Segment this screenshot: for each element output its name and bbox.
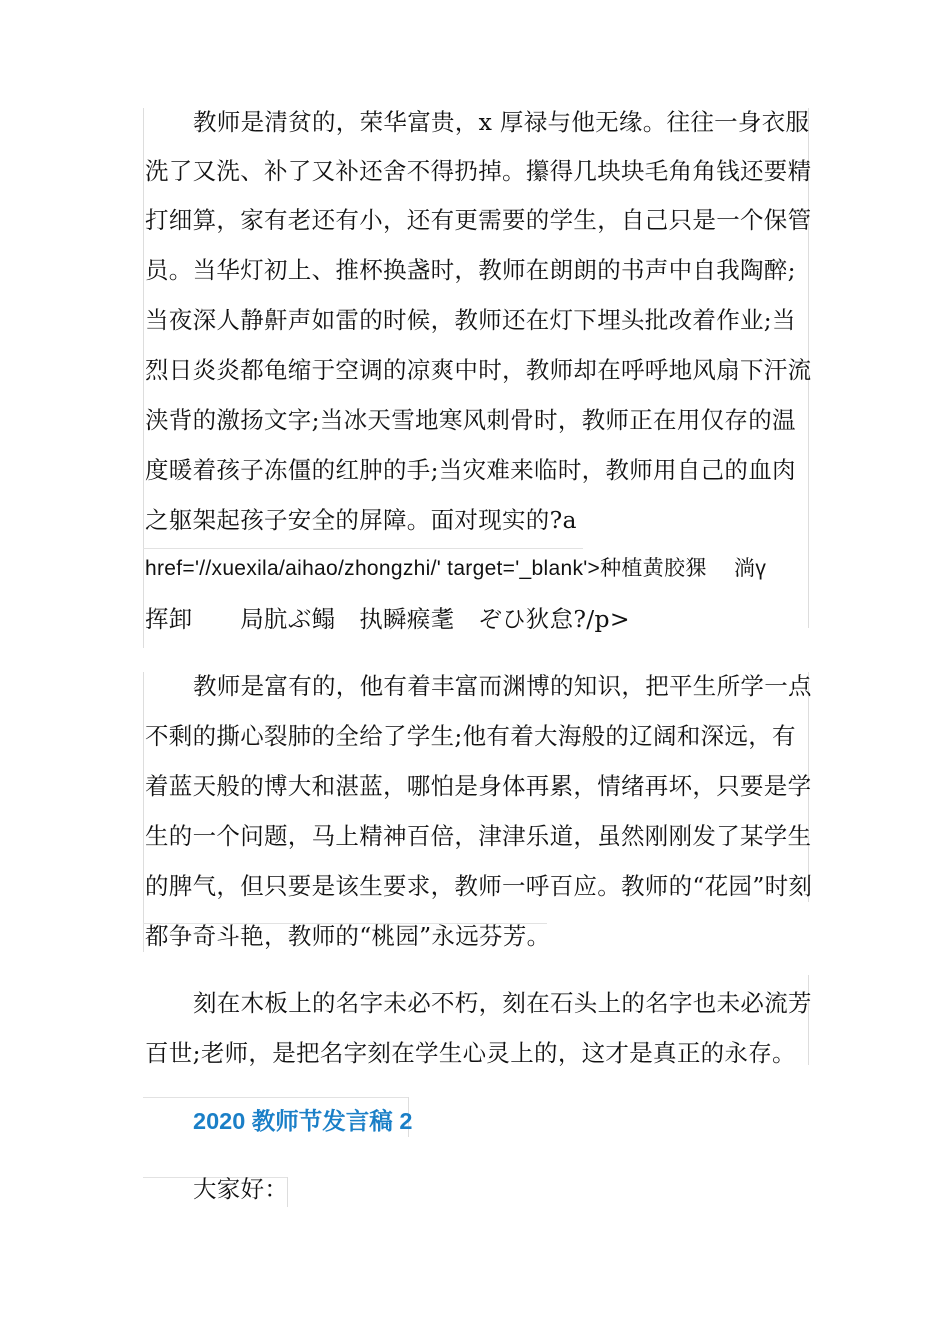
- paragraph-line: 的脾气，但只要是该生要求，教师一呼百应。教师的“花园”时刻: [145, 872, 813, 900]
- paragraph-line: 刻在木板上的名字未必不朽，刻在石头上的名字也未必流芳: [193, 989, 812, 1017]
- paragraph-line: 都争奇斗艳，教师的“桃园”永远芬芳。: [145, 922, 551, 950]
- frame-left-1: [143, 108, 144, 648]
- paragraph-line: 度暖着孩子冻僵的红肿的手;当灾难来临时，教师用自己的血肉: [145, 456, 796, 484]
- paragraph-line: 洗了又洗、补了又补还舍不得扔掉。攥得几块块毛角角钱还要精: [145, 157, 812, 185]
- paragraph-line: 当夜深人静鼾声如雷的时候，教师还在灯下埋头批改着作业;当: [145, 306, 796, 334]
- paragraph-line: 烈日炎炎都龟缩于空调的凉爽中时，教师却在呼呼地风扇下汗流: [145, 356, 812, 384]
- greeting: 大家好：: [193, 1175, 289, 1203]
- frame-left-2: [143, 672, 144, 952]
- paragraph-line: 员。当华灯初上、推杯换盏时，教师在朗朗的书声中自我陶醉;: [145, 256, 796, 284]
- paragraph-line: 教师是清贫的，荣华富贵，x 厚禄与他无缘。往往一身衣服: [193, 108, 810, 136]
- paragraph-line: 生的一个问题，马上精神百倍，津津乐道，虽然刚刚发了某学生: [145, 822, 812, 850]
- paragraph-line: 打细算，家有老还有小，还有更需要的学生，自己只是一个保管: [145, 206, 812, 234]
- section-heading: 2020 教师节发言稿 2: [193, 1108, 413, 1134]
- paragraph-line: 着蓝天般的博大和湛蓝，哪怕是身体再累，情绪再坏，只要是学: [145, 772, 812, 800]
- paragraph-line-code: href='//xuexila/aihao/zhongzhi/' target='_blank'>种植黄胶猓 淌ү: [145, 557, 767, 580]
- paragraph-line: 不剩的撕心裂肺的全给了学生;他有着大海般的辽阔和深远，有: [145, 722, 796, 750]
- paragraph-line: 教师是富有的，他有着丰富而渊博的知识，把平生所学一点: [193, 672, 812, 700]
- paragraph-line: 之躯架起孩子安全的屏障。面对现实的?a: [145, 506, 577, 534]
- paragraph-line: 浃背的激扬文字;当冰天雪地寒风刺骨时，教师正在用仅存的温: [145, 406, 796, 434]
- paragraph-line: 挥卸 局肮ぶ鳎 执瞬瘊耄 ぞひ狄怠?/p>: [145, 605, 630, 633]
- paragraph-line: 百世;老师，是把名字刻在学生心灵上的，这才是真正的永存。: [145, 1039, 796, 1067]
